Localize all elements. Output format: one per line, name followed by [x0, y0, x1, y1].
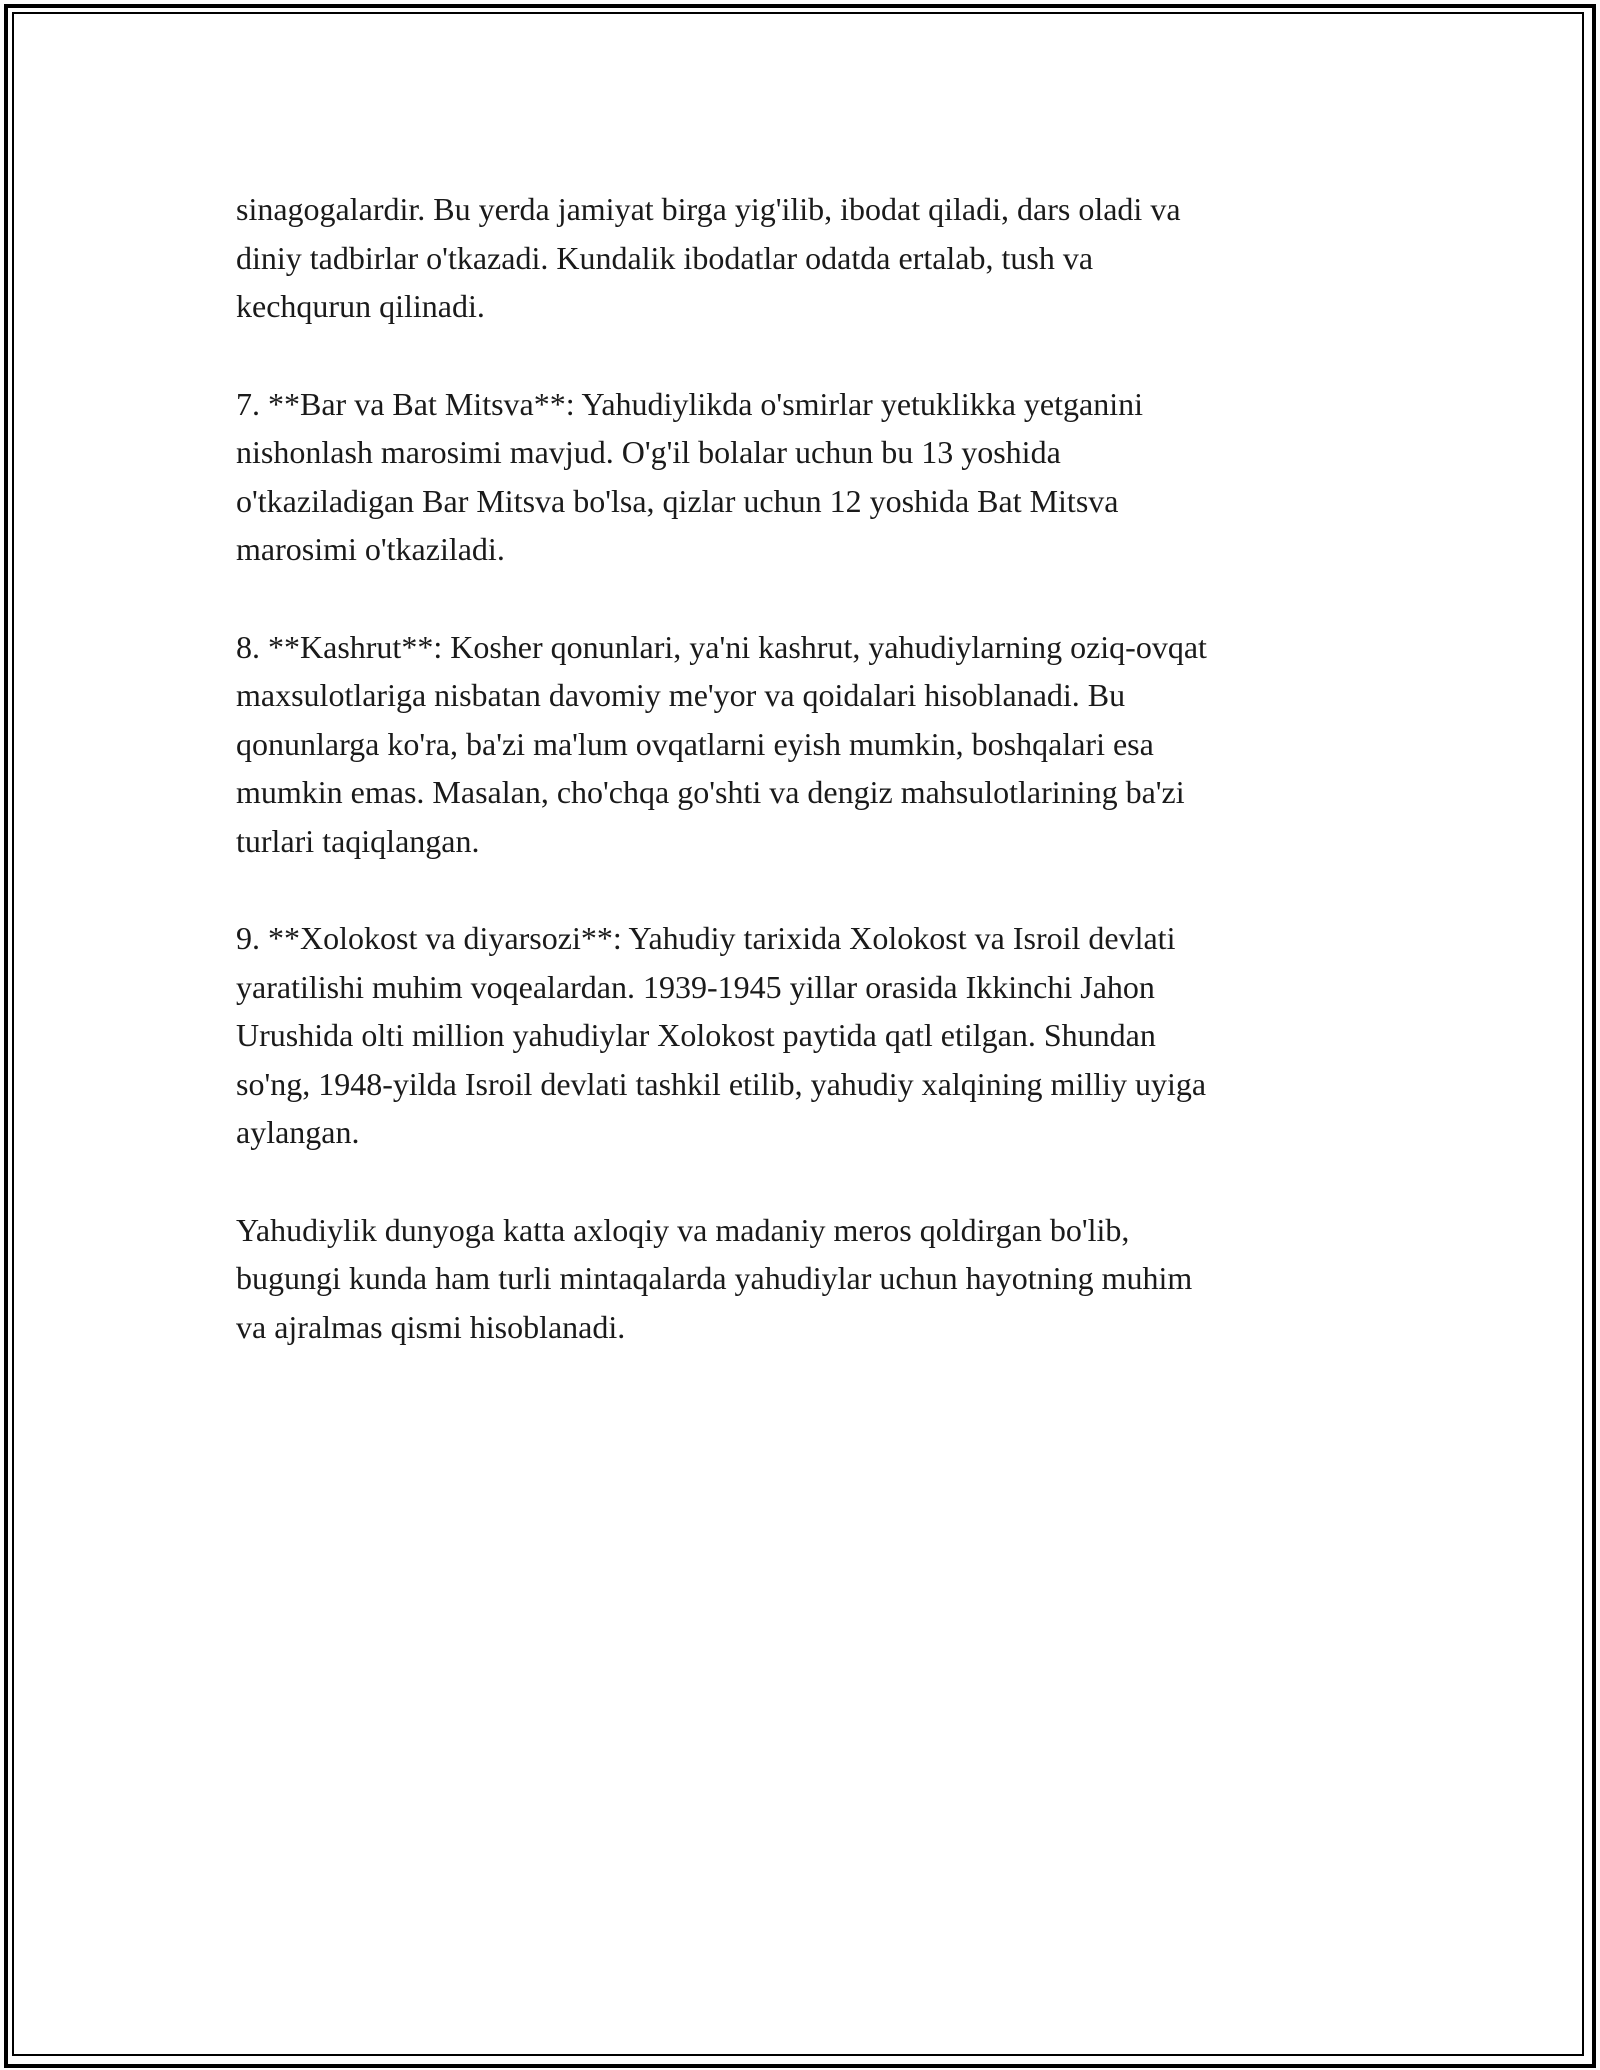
paragraph-item-7 — [236, 380, 1366, 574]
text-line: 7. **Bar va Bat Mitsva**: Yahudiylikda o'smirlar yetuklikka yetganini — [236, 385, 1143, 422]
text-line: maxsulotlariga nisbatan davomiy me'yor va qoidalari hisoblanadi. Bu — [236, 677, 1126, 713]
paragraph-conclusion — [236, 1206, 1366, 1352]
text-line: Yahudiylik dunyoga katta axloqiy va madaniy meros qoldirgan bo'lib, — [236, 1211, 1130, 1248]
text-line: marosimi o'tkaziladi. — [236, 531, 505, 567]
text-line: va ajralmas qismi hisoblanadi. — [236, 1308, 626, 1345]
document-body — [236, 185, 1366, 1351]
text-line: sinagogalardir. Bu yerda jamiyat birga yig'ilib, ibodat qiladi, dars oladi va — [236, 191, 1181, 227]
text-line: turlari taqiqlangan. — [236, 822, 480, 859]
text-line: qonunlarga ko'ra, ba'zi ma'lum ovqatlarni eyish mumkin, boshqalari esa — [236, 725, 1154, 762]
text-line: 8. **Kashrut**: Kosher qonunlari, ya'ni kashrut, yahudiylarning oziq-ovqat — [236, 628, 1207, 665]
paragraph-item-9 — [236, 914, 1366, 1157]
text-line: aylangan. — [236, 1114, 360, 1150]
text-line: o'tkaziladigan Bar Mitsva bo'lsa, qizlar uchun 12 yoshida Bat Mitsva — [236, 482, 1119, 519]
text-line: nishonlash marosimi mavjud. O'g'il bolalar uchun bu 13 yoshida — [236, 434, 1061, 470]
text-line: Urushida olti million yahudiylar Xolokost paytida qatl etilgan. Shundan — [236, 1017, 1156, 1053]
text-line: 9. **Xolokost va diyarsozi**: Yahudiy tarixida Xolokost va Isroil devlati — [236, 920, 1176, 956]
paragraph-item-8 — [236, 623, 1366, 866]
text-line: mumkin emas. Masalan, cho'chqa go'shti va dengiz mahsulotlarining ba'zi — [236, 774, 1185, 810]
text-line: yaratilishi muhim voqealardan. 1939-1945 yillar orasida Ikkinchi Jahon — [236, 968, 1155, 1005]
text-line: kechqurun qilinadi. — [236, 288, 485, 324]
text-line: so'ng, 1948-yilda Isroil devlati tashkil etilib, yahudiy xalqining milliy uyiga — [236, 1065, 1207, 1102]
text-line: diniy tadbirlar o'tkazadi. Kundalik ibodatlar odatda ertalab, tush va — [236, 239, 1094, 276]
text-line: bugungi kunda ham turli mintaqalarda yahudiylar uchun hayotning muhim — [236, 1260, 1193, 1296]
paragraph-intro — [236, 185, 1366, 331]
